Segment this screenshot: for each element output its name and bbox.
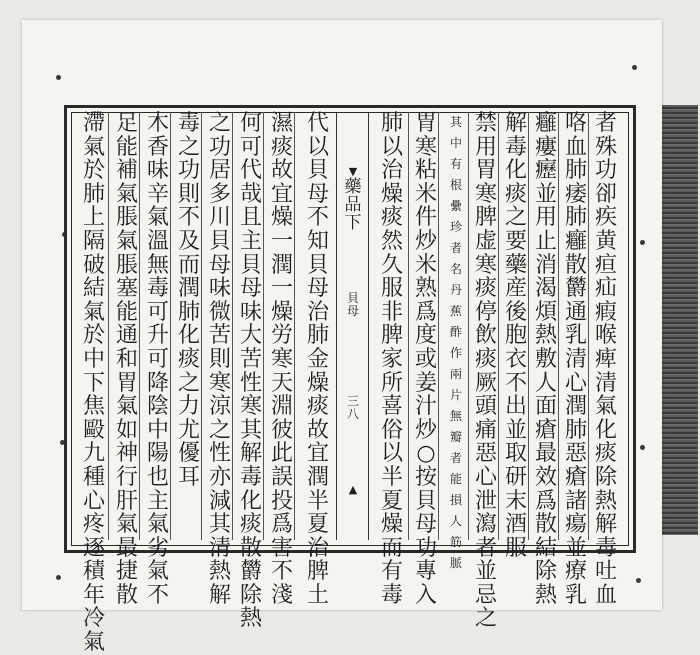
center-book-title: 藥 品 下 [344, 177, 362, 233]
binding-hole [640, 240, 645, 245]
left-page-column-8: 滯 氣 於 肺 上 隔 破 結 氣 於 中 下 焦 毆 九 種 心 疼 逐 積 年 冷 氣 [82, 111, 105, 655]
right-page-column-8: 肺 以 治 燥 痰 然 久 服 非 脾 家 所 喜 俗 以 半 夏 燥 而 有 毒 [380, 111, 403, 608]
left-page-column-6: 木 香 味 辛 氣 溫 無 毒 可 升 可 降 陰 中 陽 也 主 氣 劣 氣 不 [146, 111, 169, 608]
binding-hole [56, 75, 61, 80]
left-page-column-2: 濕 痰 故 宜 燥 一 潤 一 燥 労 寒 天 淵 彼 此 誤 投 爲 害 不 淺 [270, 111, 293, 608]
right-page-column-5: 禁 用 胃 寒 脾 虚 寒 痰 停 飲 痰 厥 頭 痛 惡 心 泄 瀉 者 並 忌 之 [474, 111, 497, 632]
right-page-column-4: 解 毒 化 痰 之 要 藥 産 後 胞 衣 不 出 並 取 研 末 酒 服 [504, 111, 527, 561]
binding-hole [632, 65, 637, 70]
fishtail-mark-bottom: ▲ [348, 483, 358, 496]
right-edge-shadow [656, 105, 698, 535]
binding-hole [636, 578, 641, 583]
left-page-column-3: 何 可 代 哉 且 主 貝 母 味 大 苦 性 寒 其 解 毒 化 痰 散 欝 除 熱 [239, 111, 262, 632]
binding-hole [56, 575, 61, 580]
left-page-column-4: 之 功 居 多 川 貝 母 味 微 苦 則 寒 涼 之 性 亦 減 其 清 熱 解 [208, 111, 231, 608]
left-page-column-7: 足 能 補 氣 脹 氣 脹 塞 能 通 和 胃 氣 如 神 行 肝 氣 最 捷 散 [115, 111, 138, 608]
binding-hole [640, 445, 645, 450]
right-page-column-1: 者 殊 功 卻 疾 黄 疸 疝 瘕 喉 痺 清 氣 化 痰 除 熱 解 毒 吐 血 [594, 111, 617, 608]
page-number: 三 八 [346, 394, 359, 421]
right-page-column-2: 咯 血 肺 痿 肺 癰 散 欝 通 乳 清 心 潤 肺 惡 瘡 諸 瘍 並 療 乳 [564, 111, 587, 608]
right-page-column-3: 癰 瘻 癧 並 用 止 消 渴 煩 熱 敷 人 面 瘡 最 效 爲 散 結 除 熱 [534, 111, 557, 608]
center-subtitle: 貝 母 [346, 291, 359, 318]
fishtail-mark-top: ▼ [348, 165, 358, 178]
left-page-column-5: 毒 之 功 則 不 及 而 潤 肺 化 痰 之 力 尤 優 耳 [177, 111, 200, 490]
right-page-column-7: 胃 寒 粘 米 件 炒 米 熟 爲 度 或 姜 汁 炒 ○ 按 貝 母 功 專 入 [414, 111, 437, 608]
left-page-column-1: 代 以 貝 母 不 知 貝 母 治 肺 金 燥 痰 故 宜 潤 半 夏 治 脾 土 [306, 111, 329, 608]
right-page-note-column: 其 中 有 根 纍 珍 者 名 丹 蕉 酢 作 兩 片 無 瓣 者 能 損 人 筋 脈 [449, 115, 462, 570]
